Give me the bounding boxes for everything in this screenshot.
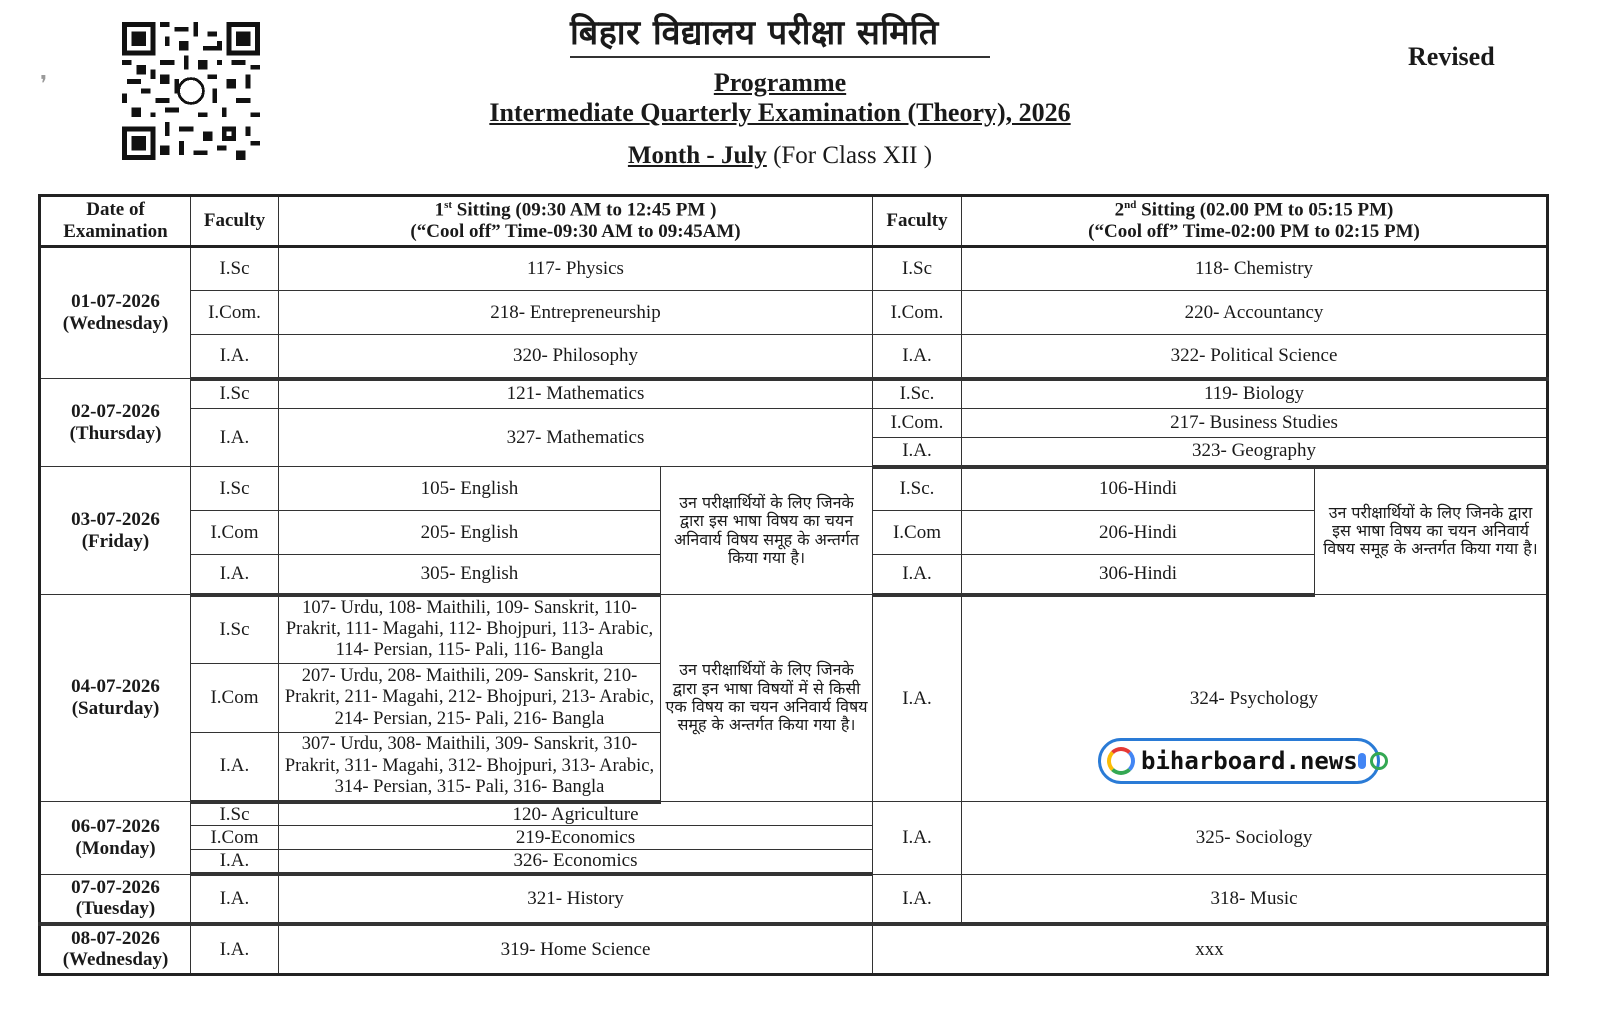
exam-date: 07-07-2026 <box>71 876 160 898</box>
language-subjects-cell: 207- Urdu, 208- Maithili, 209- Sanskrit, 210- Prakrit, 211- Magahi, 212- Bhojpuri, 213- Arabic, 214- Persian, 215- Pali, 216- Bangla <box>279 664 661 733</box>
subject-cell: 320- Philosophy <box>279 335 873 379</box>
subject-cell: 319- Home Science <box>279 924 873 974</box>
exam-title-text: Intermediate Quarterly Examination (Theory), 2026 <box>489 98 1071 127</box>
table-row <box>40 291 1548 335</box>
faculty-cell: I.A. <box>191 335 279 379</box>
exam-date: 06-07-2026 <box>71 816 160 837</box>
subject-cell: 305- English <box>279 555 661 595</box>
faculty-cell: I.A. <box>191 850 279 874</box>
subject-cell-empty: xxx <box>873 924 1548 974</box>
faculty-cell: I.A. <box>191 733 279 802</box>
date-cell <box>40 874 191 924</box>
header-second-sitting <box>962 196 1548 247</box>
faculty-cell: I.A. <box>191 924 279 974</box>
subject-cell: 206-Hindi <box>962 511 1315 555</box>
faculty-cell: I.Sc <box>191 467 279 511</box>
first-sitting-number: 1 <box>434 199 445 221</box>
date-cell <box>40 924 191 974</box>
table-row <box>40 409 1548 438</box>
language-note: उन परीक्षार्थियों के लिए जिनके द्वारा इस भाषा विषय का चयन अनिवार्य विषय समूह के अन्तर्गत किया गया है। <box>1315 467 1548 595</box>
date-cell <box>40 467 191 595</box>
faculty-cell: I.A. <box>191 555 279 595</box>
faculty-cell: I.Sc <box>191 247 279 291</box>
programme-text: Programme <box>713 68 847 97</box>
faculty-cell: I.A. <box>191 874 279 924</box>
language-note: उन परीक्षार्थियों के लिए जिनके द्वारा इन भाषा विषयों में से किसी एक विषय का चयन अनिवार्य विषय समूह के अन्तर्गत किया गया है। <box>661 595 873 802</box>
lens-icon <box>1370 752 1388 770</box>
table-header-row <box>40 196 1548 247</box>
subject-cell: 205- English <box>279 511 661 555</box>
faculty-cell: I.Sc <box>191 379 279 409</box>
exam-day: (Thursday) <box>69 422 162 444</box>
mic-icon <box>1358 753 1366 769</box>
faculty-cell: I.A. <box>873 555 962 595</box>
subject-cell: 105- English <box>279 467 661 511</box>
board-name-heading: बिहार विद्यालय परीक्षा समिति <box>570 8 990 58</box>
watermark-icons <box>1358 752 1388 770</box>
subject-cell: 325- Sociology <box>962 802 1548 875</box>
exam-schedule-table <box>38 194 1549 976</box>
first-sitting-sup: st <box>444 198 453 211</box>
table-row <box>40 247 1548 291</box>
second-sitting-sup: nd <box>1124 198 1137 211</box>
exam-day: (Monday) <box>75 837 156 859</box>
subject-cell: 321- History <box>279 874 873 924</box>
table-row <box>40 335 1548 379</box>
faculty-cell: I.Com <box>191 664 279 733</box>
faculty-cell: I.A. <box>873 595 962 802</box>
faculty-cell: I.Com <box>873 511 962 555</box>
exam-day: (Friday) <box>81 530 150 552</box>
exam-day: (Wednesday) <box>62 949 169 971</box>
subject-cell: 326- Economics <box>279 850 873 874</box>
subject-cell: 218- Entrepreneurship <box>279 291 873 335</box>
subject-cell: 327- Mathematics <box>279 409 873 467</box>
subject-cell: 323- Geography <box>962 438 1548 467</box>
month-line <box>0 142 1560 170</box>
subject-cell: 118- Chemistry <box>962 247 1548 291</box>
first-sitting-title: Sitting (09:30 AM to 12:45 PM ) <box>456 199 717 221</box>
faculty-cell: I.Com. <box>191 291 279 335</box>
exam-date: 01-07-2026 <box>71 291 160 313</box>
subject-cell: 117- Physics <box>279 247 873 291</box>
header-faculty-2: Faculty <box>873 196 962 247</box>
subject-cell: 322- Political Science <box>962 335 1548 379</box>
table-row <box>40 874 1548 924</box>
table-row <box>40 595 1548 664</box>
table-row <box>40 379 1548 409</box>
faculty-cell: I.A. <box>873 438 962 467</box>
faculty-cell: I.A. <box>873 802 962 875</box>
subject-cell: 306-Hindi <box>962 555 1315 595</box>
faculty-cell: I.Com. <box>873 409 962 438</box>
date-cell <box>40 595 191 802</box>
subject-cell: 324- Psychology <box>962 595 1548 802</box>
header-first-sitting <box>279 196 873 247</box>
subject-cell: 119- Biology <box>962 379 1548 409</box>
faculty-cell: I.Com <box>191 511 279 555</box>
date-cell <box>40 379 191 467</box>
second-sitting-cooloff: (“Cool off” Time-02:00 PM to 02:15 PM) <box>1088 221 1420 243</box>
faculty-cell: I.Sc. <box>873 467 962 511</box>
exam-title <box>0 98 1560 128</box>
date-cell <box>40 802 191 875</box>
first-sitting-cooloff: (“Cool off” Time-09:30 AM to 09:45AM) <box>410 221 741 243</box>
header-faculty-1: Faculty <box>191 196 279 247</box>
faculty-cell: I.Com. <box>873 291 962 335</box>
scribble-mark: ❜ <box>40 72 48 97</box>
programme-heading <box>0 68 1560 98</box>
watermark-text: biharboard.news <box>1141 747 1358 775</box>
month-label: Month - July <box>627 142 767 169</box>
subject-cell: 220- Accountancy <box>962 291 1548 335</box>
date-cell <box>40 247 191 379</box>
faculty-cell: I.A. <box>873 335 962 379</box>
subject-cell: 106-Hindi <box>962 467 1315 511</box>
table-row <box>40 924 1548 974</box>
exam-date: 03-07-2026 <box>71 508 160 530</box>
second-sitting-title: Sitting (02.00 PM to 05:15 PM) <box>1141 199 1394 221</box>
exam-date: 02-07-2026 <box>71 400 160 422</box>
revised-label: Revised <box>1408 42 1495 71</box>
faculty-cell: I.A. <box>873 874 962 924</box>
language-subjects-cell: 107- Urdu, 108- Maithili, 109- Sanskrit, 110- Prakrit, 111- Magahi, 112- Bhojpuri, 113- Arabic, 114- Persian, 115- Pali, 116- Bangla <box>279 595 661 664</box>
table-row <box>40 467 1548 511</box>
header-date: Date of Examination <box>40 196 191 247</box>
class-note: (For Class XII ) <box>773 142 933 169</box>
faculty-cell: I.Sc <box>191 802 279 826</box>
faculty-cell: I.Sc. <box>873 379 962 409</box>
exam-day: (Saturday) <box>71 698 160 719</box>
exam-day: (Wednesday) <box>62 313 169 334</box>
subject-cell: 219-Economics <box>279 826 873 850</box>
exam-day: (Tuesday) <box>75 898 156 920</box>
language-note: उन परीक्षार्थियों के लिए जिनके द्वारा इस भाषा विषय का चयन अनिवार्य विषय समूह के अन्तर्गत किया गया है। <box>661 467 873 595</box>
watermark-badge <box>1098 738 1380 784</box>
subject-cell: 120- Agriculture <box>279 802 873 826</box>
faculty-cell: I.Sc <box>873 247 962 291</box>
subject-cell: 121- Mathematics <box>279 379 873 409</box>
faculty-cell: I.Com <box>191 826 279 850</box>
subject-cell: 318- Music <box>962 874 1548 924</box>
second-sitting-number: 2 <box>1114 199 1125 221</box>
faculty-cell: I.Sc <box>191 595 279 664</box>
subject-cell: 217- Business Studies <box>962 409 1548 438</box>
exam-date: 04-07-2026 <box>71 676 160 698</box>
faculty-cell: I.A. <box>191 409 279 467</box>
language-subjects-cell: 307- Urdu, 308- Maithili, 309- Sanskrit, 310- Prakrit, 311- Magahi, 312- Bhojpuri, 313- Arabic, 314- Persian, 315- Pali, 316- Bangla <box>279 733 661 802</box>
table-row <box>40 802 1548 826</box>
exam-date: 08-07-2026 <box>71 927 160 949</box>
google-g-icon <box>1107 747 1135 775</box>
